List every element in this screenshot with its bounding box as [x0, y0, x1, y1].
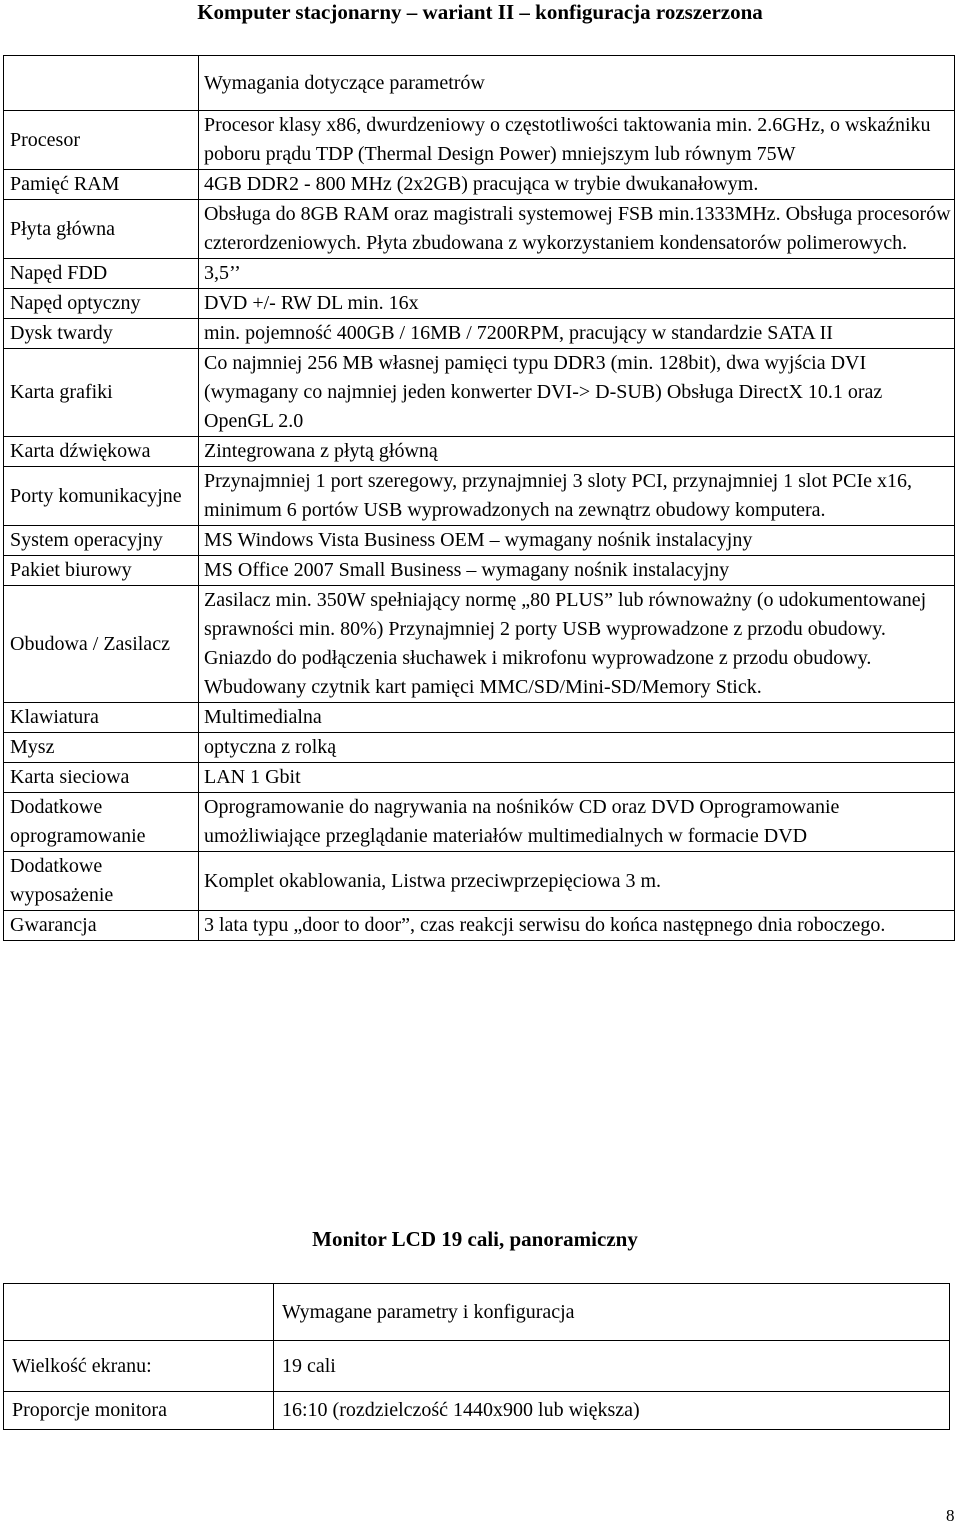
spec-row-procesor [4, 111, 955, 170]
monitor-header-empty-cell [4, 1284, 274, 1341]
computer-spec-table [3, 55, 955, 941]
spec-header-empty-cell [4, 56, 199, 111]
monitor-header-cell: Wymagane parametry i konfiguracja [274, 1284, 950, 1341]
spec-label: Mysz [4, 733, 199, 763]
spec-row-pamiec-ram [4, 170, 955, 200]
spec-label: Płyta główna [4, 200, 199, 259]
page-number: 8 [946, 1506, 955, 1525]
spec-label: System operacyjny [4, 526, 199, 556]
monitor-spec-table [3, 1283, 950, 1430]
spec-row-karta-grafiki [4, 349, 955, 437]
spec-label: Karta sieciowa [4, 763, 199, 793]
spec-row-naped-fdd [4, 259, 955, 289]
monitor-label: Proporcje monitora [4, 1392, 274, 1430]
spec-row-klawiatura [4, 703, 955, 733]
spec-label: Porty komunikacyjne [4, 467, 199, 526]
spec-value: MS Office 2007 Small Business – wymagany nośnik instalacyjny [199, 556, 955, 586]
spec-value: Multimedialna [199, 703, 955, 733]
spec-row-gwarancja [4, 911, 955, 941]
spec-header-cell: Wymagania dotyczące parametrów [199, 56, 955, 111]
spec-label: Gwarancja [4, 911, 199, 941]
spec-label: Pakiet biurowy [4, 556, 199, 586]
spec-row-dysk-twardy [4, 319, 955, 349]
spec-row-obudowa [4, 586, 955, 703]
spec-value: Zasilacz min. 350W spełniający normę „80 PLUS” lub równoważny (o udokumentowanej sprawności min. 80%) Przynajmniej 2 porty USB wyprowadzone z przodu obudowy. Gniazdo do podłączenia słuchawek i mikrofonu wyprowadzone z przodu obudowy. Wbudowany czytnik kart pamięci MMC/SD/Mini-SD/Memory Stick. [199, 586, 955, 703]
spec-value: 3,5’’ [199, 259, 955, 289]
spec-value: Komplet okablowania, Listwa przeciwprzepięciowa 3 m. [199, 852, 955, 911]
monitor-table-header-row [4, 1284, 950, 1341]
spec-label: Dodatkowe wyposażenie [4, 852, 199, 911]
spec-value: Oprogramowanie do nagrywania na nośników CD oraz DVD Oprogramowanie umożliwiające przeglądanie materiałów multimedialnych w formacie DVD [199, 793, 955, 852]
spec-label: Pamięć RAM [4, 170, 199, 200]
spec-value: Obsługa do 8GB RAM oraz magistrali systemowej FSB min.1333MHz. Obsługa procesorów czterordzeniowych. Płyta zbudowana z wykorzystaniem kondensatorów polimerowych. [199, 200, 955, 259]
spec-label: Karta dźwiękowa [4, 437, 199, 467]
spec-label: Karta grafiki [4, 349, 199, 437]
document-title: Komputer stacjonarny – wariant II – konfiguracja rozszerzona [197, 0, 763, 24]
spec-value: DVD +/- RW DL min. 16x [199, 289, 955, 319]
spec-label: Napęd optyczny [4, 289, 199, 319]
spec-label: Napęd FDD [4, 259, 199, 289]
monitor-label: Wielkość ekranu: [4, 1341, 274, 1392]
spec-label: Procesor [4, 111, 199, 170]
spec-row-mysz [4, 733, 955, 763]
spec-row-karta-dzwiekowa [4, 437, 955, 467]
spec-row-dodatkowe-wyposazenie [4, 852, 955, 911]
spec-value: 3 lata typu „door to door”, czas reakcji serwisu do końca następnego dnia roboczego. [199, 911, 955, 941]
spec-label: Dodatkowe oprogramowanie [4, 793, 199, 852]
monitor-row-screen-size [4, 1341, 950, 1392]
spec-row-pakiet-biurowy [4, 556, 955, 586]
spec-label: Obudowa / Zasilacz [4, 586, 199, 703]
spec-label: Klawiatura [4, 703, 199, 733]
spec-label: Dysk twardy [4, 319, 199, 349]
monitor-value: 19 cali [274, 1341, 950, 1392]
spec-value: Procesor klasy x86, dwurdzeniowy o częstotliwości taktowania min. 2.6GHz, o wskaźniku poboru prądu TDP (Thermal Design Power) mniejszym lub równym 75W [199, 111, 955, 170]
spec-table-header-row [4, 56, 955, 111]
spec-value: optyczna z rolką [199, 733, 955, 763]
spec-value: min. pojemność 400GB / 16MB / 7200RPM, pracujący w standardzie SATA II [199, 319, 955, 349]
spec-value: Zintegrowana z płytą główną [199, 437, 955, 467]
spec-value: 4GB DDR2 - 800 MHz (2x2GB) pracująca w trybie dwukanałowym. [199, 170, 955, 200]
spec-row-karta-sieciowa [4, 763, 955, 793]
spec-value: Przynajmniej 1 port szeregowy, przynajmniej 3 sloty PCI, przynajmniej 1 slot PCIe x16, minimum 6 portów USB wyprowadzonych na zewnątrz obudowy komputera. [199, 467, 955, 526]
spec-row-porty [4, 467, 955, 526]
monitor-section-title: Monitor LCD 19 cali, panoramiczny [312, 1227, 638, 1251]
spec-row-naped-optyczny [4, 289, 955, 319]
monitor-row-aspect-ratio [4, 1392, 950, 1430]
monitor-value: 16:10 (rozdzielczość 1440x900 lub większa) [274, 1392, 950, 1430]
spec-row-dodatkowe-oprogramowanie [4, 793, 955, 852]
spec-value: MS Windows Vista Business OEM – wymagany nośnik instalacyjny [199, 526, 955, 556]
spec-row-plyta-glowna [4, 200, 955, 259]
spec-row-system [4, 526, 955, 556]
spec-value: Co najmniej 256 MB własnej pamięci typu DDR3 (min. 128bit), dwa wyjścia DVI (wymagany co najmniej jeden konwerter DVI-> D-SUB) Obsługa DirectX 10.1 oraz OpenGL 2.0 [199, 349, 955, 437]
spec-value: LAN 1 Gbit [199, 763, 955, 793]
